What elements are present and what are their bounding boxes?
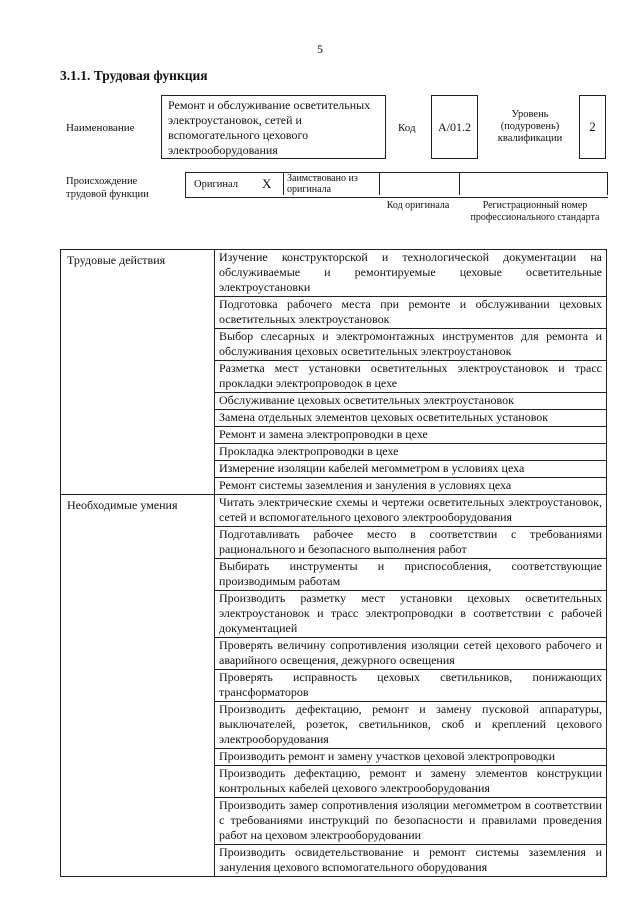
level-value-box: 2 [579,95,606,159]
list-item: Разметка мест установки осветительных электроустановок и трасс прокладки электропроводок в цехе [215,361,606,393]
code-label: Код [398,122,416,134]
list-item: Проверять исправность цеховых светильников, понижающих трансформаторов [215,670,606,702]
required-skills-list [215,495,607,877]
list-item: Подготавливать рабочее место в соответствии с требованиями рационального и безопасного выполнения работ [215,527,606,559]
list-item: Выбор слесарных и электромонтажных инструментов для ремонта и обслуживания цеховых осветительных электроустановок [215,329,606,361]
reg-number-label: Регистрационный номер профессионального стандарта [470,200,600,223]
labor-actions-row [61,250,607,495]
list-item: Производить освидетельствование и ремонт системы заземления и зануления цехового вспомогательного оборудования [219,845,602,874]
section-title: 3.1.1. Трудовая функция [60,68,208,83]
list-item: Производить дефектацию, ремонт и замену элементов конструкции контрольных кабелей цехового электрооборудования [215,766,606,798]
code-original-cell [380,173,460,195]
list-item: Проверять величину сопротивления изоляции сетей цехового рабочего и аварийного освещения, дежурного освещения [215,638,606,670]
code-value-box: А/01.2 [431,95,478,159]
required-skills-title: Необходимые умения [61,495,215,877]
list-item: Выбирать инструменты и приспособления, соответствующие производимым работам [215,559,606,591]
list-item: Обслуживание цеховых осветительных электроустановок [215,393,606,410]
list-item: Производить замер сопротивления изоляции мегомметром в соответствии с требованиями инструкций по безопасности и правилами проведения работ на цеховом электрооборудовании [215,798,606,845]
list-item: Производить дефектацию, ремонт и замену пусковой аппаратуры, выключателей, розеток, светильников, скоб и креплений цехового электрооборудования [215,702,606,749]
origin-row [185,172,608,198]
required-skills-row [61,495,607,877]
page-number: 5 [317,42,323,56]
level-label: Уровень (подуровень) квалификации [497,109,563,144]
list-item: Ремонт системы заземления и зануления в условиях цеха [219,478,512,492]
list-item: Производить разметку мест установки цеховых осветительных электроустановок и трасс электропроводки в соответствии с рабочей документацией [215,591,606,638]
name-label: Наименование [66,122,135,134]
original-mark: X [258,173,284,195]
list-item: Читать электрические схемы и чертежи осветительных электроустановок, сетей и вспомогательного цехового электрооборудования [215,495,606,527]
code-original-label: Код оригинала [386,200,450,211]
function-name-box: Ремонт и обслуживание осветительных электроустановок, сетей и вспомогательного цехового электрооборудования [161,95,386,159]
original-label: Оригинал [194,179,238,190]
labor-actions-title: Трудовые действия [61,250,215,495]
list-item: Изучение конструкторской и технологической документации на обслуживаемые и ремонтируемые цеховые осветительные электроустановки [215,250,606,297]
list-item: Производить ремонт и замену участков цеховой электропроводки [215,749,606,766]
labor-actions-list [215,250,607,495]
list-item: Подготовка рабочего места при ремонте и обслуживании цеховых осветительных электроустановок [215,297,606,329]
borrowed-label: Заимствовано из оригинала [284,173,380,195]
origin-label: Происхождение трудовой функции [66,176,149,200]
labor-function-table [60,249,607,877]
list-item: Замена отдельных элементов цеховых осветительных установок [215,410,606,427]
reg-number-cell [460,173,608,195]
list-item: Измерение изоляции кабелей мегомметром в условиях цеха [215,461,606,478]
list-item: Ремонт и замена электропроводки в цехе [215,427,606,444]
list-item: Прокладка электропроводки в цехе [215,444,606,461]
